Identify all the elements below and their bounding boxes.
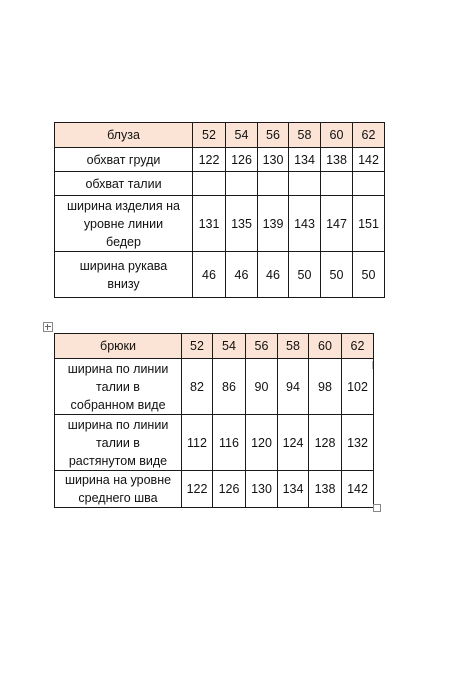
value-cell[interactable]: 142	[353, 148, 385, 172]
table-row	[55, 148, 385, 172]
table-move-handle-icon[interactable]	[43, 322, 53, 332]
row-label-cell[interactable]: обхват талии	[55, 172, 193, 196]
header-cell-size[interactable]: 62	[353, 123, 385, 148]
header-cell-size[interactable]: 54	[213, 334, 246, 359]
header-cell-size[interactable]: 62	[342, 334, 374, 359]
table-resize-handle-icon[interactable]	[373, 504, 381, 512]
row-label-cell[interactable]	[55, 359, 182, 415]
row-label-cell[interactable]	[55, 415, 182, 471]
label-line: среднего шва	[78, 491, 158, 505]
label-line: ширина на уровне	[64, 473, 172, 487]
label-line: растянутом виде	[68, 453, 168, 468]
value-cell[interactable]: 90	[246, 359, 278, 415]
value-cell[interactable]: 134	[289, 148, 321, 172]
value-cell[interactable]: 50	[353, 252, 385, 298]
trousers-size-table	[54, 333, 374, 508]
value-cell[interactable]: 124	[278, 415, 309, 471]
value-cell[interactable]: 126	[213, 471, 246, 508]
label-line: бедер	[106, 234, 141, 249]
value-cell[interactable]: 86	[213, 359, 246, 415]
value-cell[interactable]: 120	[246, 415, 278, 471]
value-cell[interactable]: 131	[193, 196, 226, 252]
value-cell[interactable]: 151	[353, 196, 385, 252]
row-label-cell[interactable]	[55, 252, 193, 298]
table-row	[55, 415, 374, 471]
value-cell[interactable]: 130	[258, 148, 289, 172]
value-cell[interactable]: 116	[213, 415, 246, 471]
value-cell[interactable]: 138	[321, 148, 353, 172]
value-cell[interactable]: 132	[342, 415, 374, 471]
value-cell[interactable]	[289, 172, 321, 196]
header-cell-size[interactable]: 56	[258, 123, 289, 148]
label-line: талии в	[96, 435, 140, 450]
label-line: ширина по линии	[67, 417, 169, 432]
table-row	[55, 172, 385, 196]
value-cell[interactable]: 147	[321, 196, 353, 252]
value-cell[interactable]: 139	[258, 196, 289, 252]
value-cell[interactable]: 142	[342, 471, 374, 508]
table-row	[55, 252, 385, 298]
table-row	[55, 471, 374, 508]
row-label-cell[interactable]	[55, 471, 182, 508]
value-cell[interactable]: 46	[226, 252, 258, 298]
table-row	[55, 196, 385, 252]
value-cell[interactable]	[193, 172, 226, 196]
header-cell-size[interactable]: 52	[182, 334, 213, 359]
label-line: собранном виде	[70, 397, 166, 412]
value-cell[interactable]: 130	[246, 471, 278, 508]
value-cell[interactable]: 112	[182, 415, 213, 471]
header-cell-size[interactable]: 58	[278, 334, 309, 359]
value-cell[interactable]: 102	[342, 359, 374, 415]
header-cell-label[interactable]: блуза	[55, 123, 193, 148]
value-cell[interactable]	[321, 172, 353, 196]
value-cell[interactable]: 94	[278, 359, 309, 415]
value-cell[interactable]: 134	[278, 471, 309, 508]
header-cell-size[interactable]: 60	[321, 123, 353, 148]
blouse-size-table	[54, 122, 385, 298]
value-cell[interactable]: 122	[182, 471, 213, 508]
value-cell[interactable]	[258, 172, 289, 196]
value-cell[interactable]: 50	[321, 252, 353, 298]
value-cell[interactable]: 122	[193, 148, 226, 172]
value-cell[interactable]: 82	[182, 359, 213, 415]
header-cell-size[interactable]: 56	[246, 334, 278, 359]
value-cell[interactable]	[226, 172, 258, 196]
label-line: ширина по линии	[67, 361, 169, 376]
table-row	[55, 359, 374, 415]
label-line: ширина изделия на	[67, 198, 180, 213]
value-cell[interactable]: 135	[226, 196, 258, 252]
table-header-row	[55, 123, 385, 148]
value-cell[interactable]: 46	[258, 252, 289, 298]
header-cell-size[interactable]: 52	[193, 123, 226, 148]
row-label-cell[interactable]: обхват груди	[55, 148, 193, 172]
value-cell[interactable]: 143	[289, 196, 321, 252]
value-cell[interactable]: 98	[309, 359, 342, 415]
label-line: уровне линии	[83, 216, 164, 231]
header-cell-label[interactable]: брюки	[55, 334, 182, 359]
value-cell[interactable]	[353, 172, 385, 196]
value-cell[interactable]: 138	[309, 471, 342, 508]
value-cell[interactable]: 50	[289, 252, 321, 298]
header-cell-size[interactable]: 58	[289, 123, 321, 148]
row-label-cell[interactable]	[55, 196, 193, 252]
table-header-row	[55, 334, 374, 359]
value-cell[interactable]: 126	[226, 148, 258, 172]
header-cell-size[interactable]: 60	[309, 334, 342, 359]
column-resize-marker[interactable]	[372, 361, 373, 369]
label-line: внизу	[107, 276, 140, 291]
label-line: ширина рукава	[79, 258, 168, 273]
header-cell-size[interactable]: 54	[226, 123, 258, 148]
label-line: талии в	[96, 379, 140, 394]
value-cell[interactable]: 46	[193, 252, 226, 298]
value-cell[interactable]: 128	[309, 415, 342, 471]
